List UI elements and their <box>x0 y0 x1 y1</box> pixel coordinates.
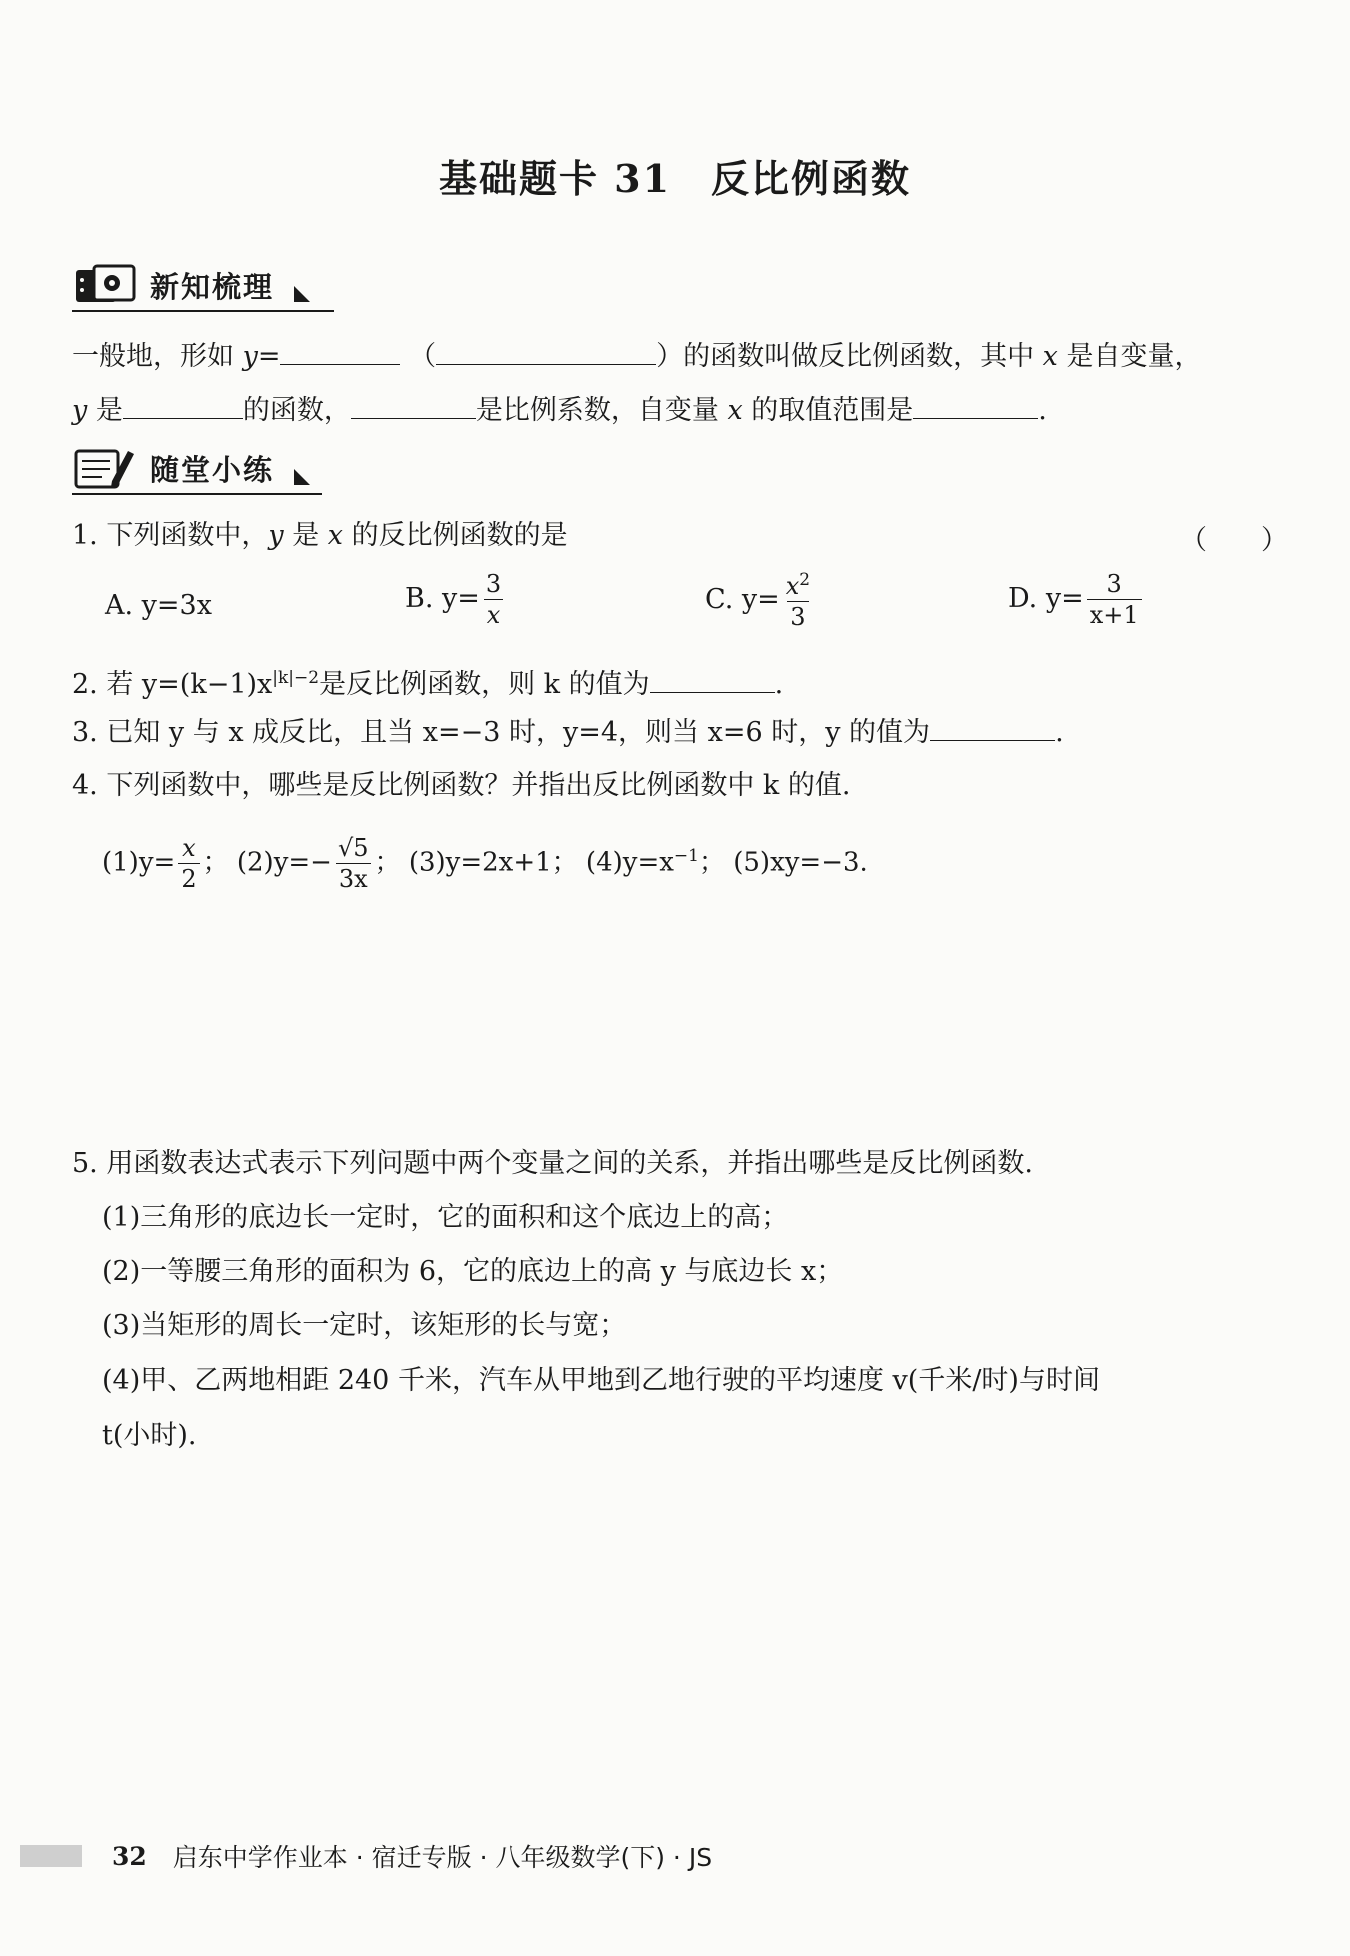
fill-blank-4[interactable] <box>351 392 476 419</box>
fill-blank-5[interactable] <box>913 392 1038 419</box>
section-label: 随堂小练 <box>150 452 275 487</box>
intro-var: x <box>727 395 743 426</box>
section-underline <box>72 310 334 312</box>
item-3: (3)y=2x+1； <box>408 847 578 878</box>
question-5-part-2: (2)一等腰三角形的面积为 6，它的底边上的高 y 与底边长 x； <box>102 1256 844 1287</box>
page-number: 32 <box>112 1841 147 1871</box>
intro-var: x <box>1042 341 1058 372</box>
intro-line-2 <box>72 392 1047 429</box>
fraction <box>483 572 504 627</box>
q-text: 是反比例函数，则 k 的值为 <box>319 669 650 700</box>
option-c[interactable] <box>705 572 816 629</box>
numerator: x <box>182 834 196 862</box>
fill-blank-q3[interactable] <box>930 714 1055 741</box>
intro-text: 的取值范围是 <box>751 395 914 426</box>
corner-triangle-icon <box>294 469 310 485</box>
intro-text: ）的函数叫做反比例函数，其中 <box>656 341 1035 372</box>
numerator: 3 <box>1106 570 1122 598</box>
exponent: |k|−2 <box>272 668 320 688</box>
q-text: 1. 下列函数中， <box>72 520 269 551</box>
fraction <box>178 836 199 891</box>
q-text: 是 <box>292 520 320 551</box>
denominator: 3 <box>787 601 808 629</box>
pencil-notepad-icon <box>72 445 142 491</box>
separator: ； <box>698 847 725 878</box>
fraction <box>783 572 813 629</box>
fraction <box>335 836 372 891</box>
exponent: 2 <box>799 570 811 590</box>
q-text: 3. 已知 y 与 x 成反比，且当 x=−3 时，y=4，则当 x=6 时，y 的值为 <box>72 717 931 748</box>
base: x <box>785 572 800 600</box>
denominator: x+1 <box>1087 599 1142 627</box>
footer-bar <box>20 1845 82 1867</box>
numerator <box>783 572 813 601</box>
page-title: 基础题卡 31 反比例函数 <box>438 156 912 201</box>
section-label: 新知梳理 <box>150 269 275 304</box>
question-4-items <box>102 836 868 891</box>
intro-text: 是比例系数，自变量 <box>475 395 719 426</box>
option-label: C. y= <box>705 584 780 615</box>
intro-text: 一般地，形如 <box>72 341 234 372</box>
question-5-part-1: (1)三角形的底边长一定时，它的面积和这个底边上的高； <box>102 1202 789 1233</box>
option-label: B. y= <box>405 583 480 614</box>
intro-text: 的函数， <box>242 395 351 426</box>
intro-text: （ <box>409 341 437 372</box>
q-text: . <box>774 669 784 700</box>
item-1: (1)y= <box>102 847 176 878</box>
numerator: √5 <box>337 834 369 862</box>
numerator: 3 <box>485 570 502 598</box>
question-5-part-3: (3)当矩形的周长一定时，该矩形的长与宽； <box>102 1310 627 1341</box>
question-5-part-4b: t(小时). <box>102 1420 197 1451</box>
denominator: 2 <box>178 863 199 891</box>
option-label: D. y= <box>1008 583 1084 614</box>
question-3 <box>72 714 1064 751</box>
section-header-new-knowledge <box>72 262 310 308</box>
item-4: (4)y=x <box>585 847 674 878</box>
fill-blank-3[interactable] <box>123 392 243 419</box>
exponent: −1 <box>673 845 699 866</box>
q-var: x <box>327 520 344 551</box>
section-header-practice <box>72 445 310 491</box>
section-underline <box>72 493 322 495</box>
page-footer <box>20 1838 712 1874</box>
denominator: x <box>484 599 504 627</box>
intro-formula: y= <box>242 341 281 372</box>
corner-triangle-icon <box>294 286 310 302</box>
answer-paren[interactable]: （ ） <box>1180 525 1288 556</box>
intro-line-1 <box>72 338 1202 375</box>
item-2: (2)y=− <box>236 847 332 878</box>
q-text: . <box>1055 717 1064 748</box>
item-5: (5)xy=−3. <box>733 847 868 878</box>
q-text: 的反比例函数的是 <box>351 520 568 551</box>
separator: ； <box>202 847 229 878</box>
fill-blank-2[interactable] <box>436 338 656 365</box>
question-1-stem <box>72 518 568 554</box>
question-2 <box>72 660 783 703</box>
denominator: 3x <box>336 863 371 891</box>
question-4-stem: 4. 下列函数中，哪些是反比例函数？并指出反比例函数中 k 的值. <box>72 770 851 801</box>
intro-text: 是自变量， <box>1066 341 1202 372</box>
intro-var: y <box>72 395 88 426</box>
intro-text: 是 <box>95 395 123 426</box>
option-a[interactable]: A. y=3x <box>105 590 212 621</box>
book-title: 启东中学作业本 · 宿迁专版 · 八年级数学(下) · JS <box>172 1843 713 1872</box>
q-text: 2. 若 y=(k−1)x <box>72 669 273 700</box>
fill-blank-1[interactable] <box>280 338 400 365</box>
notebook-icon <box>72 262 142 308</box>
separator: ； <box>374 847 401 878</box>
question-5-stem: 5. 用函数表达式表示下列问题中两个变量之间的关系，并指出哪些是反比例函数. <box>72 1148 1033 1179</box>
intro-text: . <box>1038 395 1047 426</box>
option-d[interactable] <box>1008 572 1145 627</box>
q-var: y <box>268 520 284 551</box>
fraction <box>1087 572 1142 627</box>
option-b[interactable] <box>405 572 507 627</box>
question-5-part-4a: (4)甲、乙两地相距 240 千米，汽车从甲地到乙地行驶的平均速度 v(千米/时)与时间 <box>102 1365 1100 1396</box>
fill-blank-q2[interactable] <box>650 666 775 693</box>
